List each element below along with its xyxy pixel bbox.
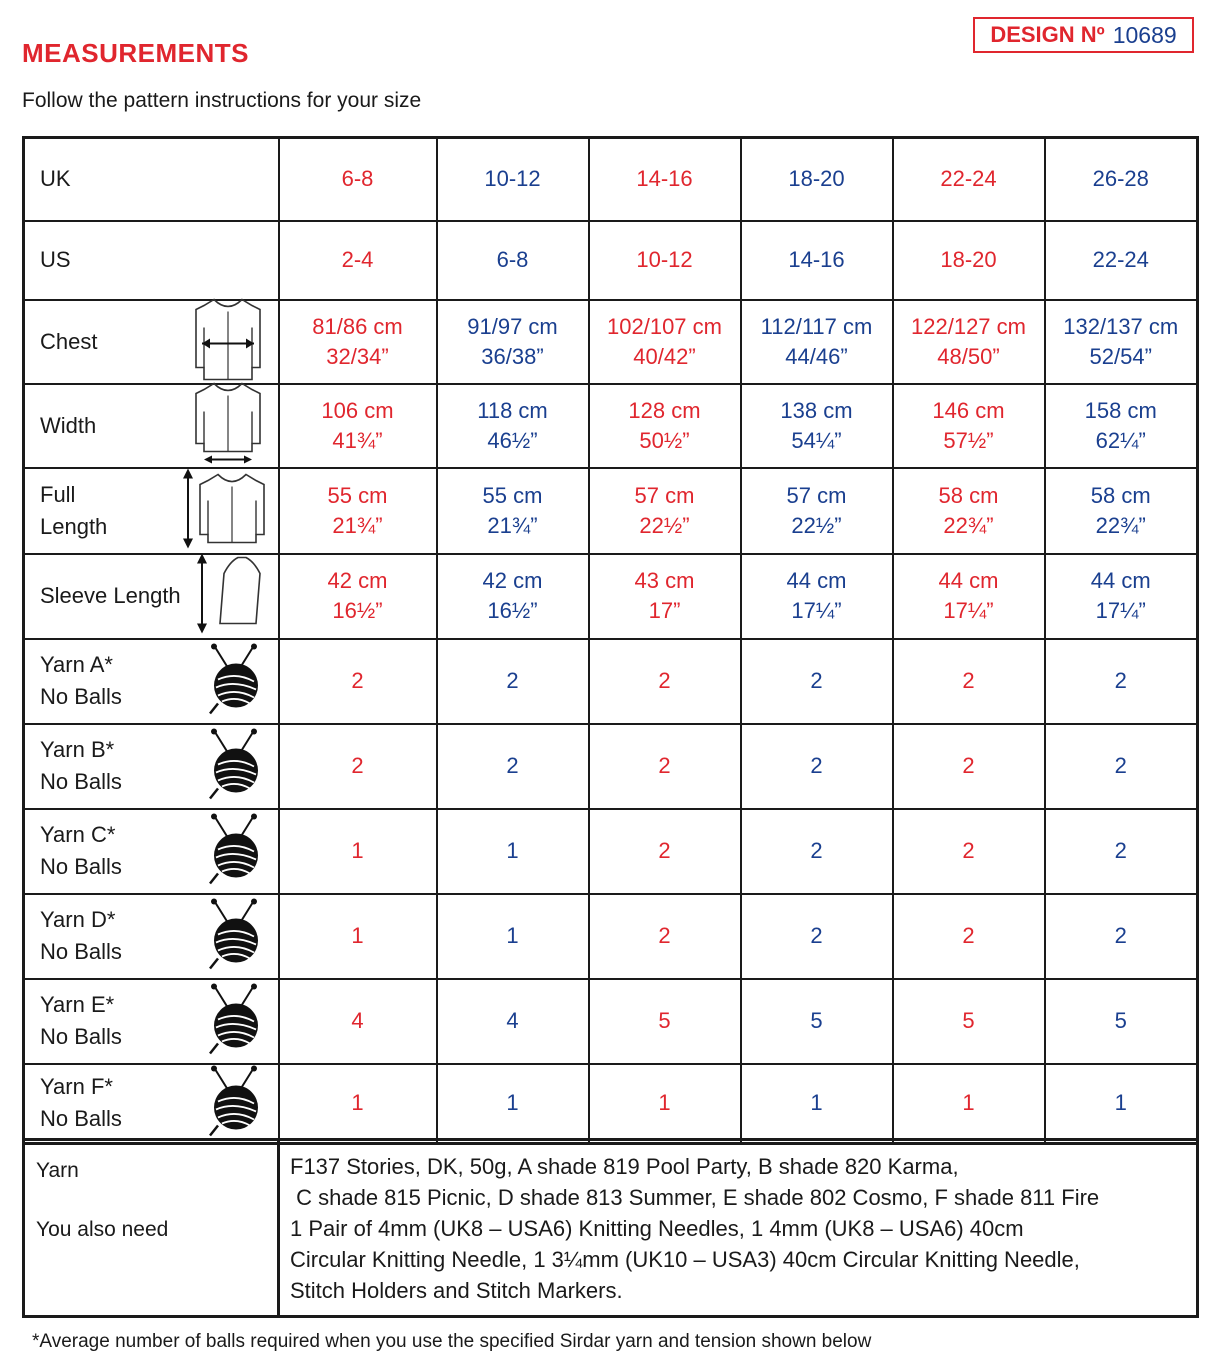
size-value-cell [279,221,437,300]
size-value: 4 [506,1008,519,1033]
size-value-cell [589,221,741,300]
size-value: 118 cm [477,397,548,423]
size-value: 1 [506,838,519,863]
yarn-ball-icon [204,727,264,806]
size-value-inches: 40/42” [633,343,696,369]
size-value-cell [1045,300,1198,384]
size-value-cell [741,468,893,554]
size-value: 2 [351,753,364,778]
size-value: 2 [962,668,975,693]
size-value-cell [1045,1064,1198,1144]
size-value-cell [893,724,1045,809]
size-value-inches: 36/38” [481,343,544,369]
row-label-line: Width [40,412,97,438]
row-label-line: No Balls [40,939,122,964]
subtitle: Follow the pattern instructions for your size [22,89,422,112]
size-value-inches: 21¾” [487,512,538,538]
size-value: 22-24 [1092,247,1149,272]
size-value: 2 [962,923,975,948]
size-value-inches: 52/54” [1089,343,1152,369]
size-value: 1 [810,1090,823,1116]
needs-line-1: 1 Pair of 4mm (UK8 – USA6) Knitting Needles, 1 4mm (UK8 – USA6) 40cm [290,1216,1024,1241]
size-value-cell [589,554,741,639]
yarn-label: Yarn [36,1159,79,1182]
row-label-cell [24,468,279,554]
size-value-cell [741,979,893,1064]
size-value: 2 [810,923,823,948]
yarn-ball-icon [204,812,264,891]
row-label-cell [24,724,279,809]
chest-measure-icon [192,297,264,386]
row-label-cell [24,138,279,221]
table-row [24,809,1198,894]
size-value: 43 cm [634,568,695,593]
size-value-cell [1045,894,1198,979]
size-value: 18-20 [788,166,845,192]
size-value: 42 cm [482,568,543,593]
size-value: 158 cm [1084,397,1157,423]
size-value: 58 cm [1090,482,1151,508]
length-measure-icon [180,466,270,555]
needs-line-3: Stitch Holders and Stitch Markers. [290,1278,623,1303]
size-value: 2 [506,668,519,693]
size-value-cell [741,894,893,979]
table-row [24,1064,1198,1144]
row-label-line: No Balls [40,769,122,794]
row-label [40,1071,122,1135]
size-value-cell [589,894,741,979]
size-value: 2 [658,838,671,863]
row-label-line: Yarn B* [40,737,115,762]
row-label-line: No Balls [40,854,122,879]
size-value-cell [1045,809,1198,894]
size-value: 10-12 [484,166,541,192]
size-value: 2 [658,923,671,948]
size-value-inches: 16½” [332,598,383,623]
size-value: 5 [658,1008,671,1033]
yarn-line-1: F137 Stories, DK, 50g, A shade 819 Pool Party, B shade 820 Karma, [290,1154,959,1179]
size-value-cell [589,979,741,1064]
materials-table [22,1138,1199,1318]
size-value: 102/107 cm [607,313,722,339]
size-value-cell [1045,468,1198,554]
size-value-cell [1045,138,1198,221]
design-number: 10689 [1112,21,1177,48]
size-value-cell [893,138,1045,221]
size-value-cell [741,384,893,468]
size-value-cell [437,384,589,468]
size-value-inches: 16½” [487,598,538,623]
size-value-cell [893,809,1045,894]
row-label-line: Yarn E* [40,992,115,1017]
materials-text-cell [279,1140,1198,1317]
size-value: 14-16 [788,247,845,272]
row-label-line: Full [40,481,76,507]
row-label-cell [24,221,279,300]
size-value-cell [279,468,437,554]
size-value-inches: 22½” [639,512,690,538]
size-value-cell [437,979,589,1064]
size-value-cell [741,138,893,221]
size-value: 44 cm [938,568,999,593]
size-value: 1 [351,838,364,863]
size-value-cell [1045,639,1198,724]
size-value-cell [437,809,589,894]
size-value-cell [893,639,1045,724]
size-value: 10-12 [636,247,693,272]
size-value-inches: 17¼” [943,598,994,623]
size-value: 14-16 [636,166,693,192]
size-value-inches: 32/34” [326,343,389,369]
row-label-cell [24,300,279,384]
size-value: 55 cm [482,482,543,508]
size-value-cell [279,639,437,724]
row-label-cell [24,554,279,639]
row-label [40,734,122,798]
table-row [24,894,1198,979]
size-value: 1 [351,923,364,948]
row-label [40,410,96,442]
size-value-cell [279,1064,437,1144]
size-value: 1 [506,1090,519,1116]
size-value-cell [279,809,437,894]
size-value: 2 [658,668,671,693]
size-value-cell [437,639,589,724]
yarn-ball-icon [204,897,264,976]
size-value-cell [893,300,1045,384]
size-value: 26-28 [1092,166,1149,192]
size-value-cell [589,300,741,384]
materials-label-cell [24,1140,279,1317]
size-value-cell [437,138,589,221]
size-value: 81/86 cm [312,313,403,339]
size-value-cell [741,221,893,300]
size-value-inches: 17¼” [791,598,842,623]
size-value: 1 [351,1090,364,1116]
size-value-inches: 17¼” [1095,598,1146,623]
row-label-cell [24,1064,279,1144]
table-row [24,979,1198,1064]
size-value-inches: 48/50” [937,343,1000,369]
size-value: 1 [1114,1090,1127,1116]
size-value: 106 cm [321,397,394,423]
row-label-cell [24,979,279,1064]
measurements-table [22,136,1199,1145]
size-value-cell [589,1064,741,1144]
row-label-cell [24,809,279,894]
size-value-inches: 41¾” [332,427,383,453]
size-value: 42 cm [327,568,388,593]
size-value: 112/117 cm [760,313,873,339]
row-label [40,244,71,276]
size-value-cell [741,809,893,894]
size-value-cell [741,639,893,724]
size-value-cell [893,554,1045,639]
size-value: 5 [810,1008,823,1033]
size-value-cell [437,724,589,809]
table-row [24,221,1198,300]
size-value-cell [741,300,893,384]
size-value: 6-8 [341,166,374,192]
size-value: 44 cm [786,568,847,593]
size-value: 57 cm [634,482,695,508]
size-value-inches: 54¼” [791,427,842,453]
row-label [40,819,122,883]
size-value: 2 [962,753,975,778]
needs-line-2: Circular Knitting Needle, 1 3¼mm (UK10 – USA3) 40cm Circular Knitting Needle, [290,1247,1080,1272]
row-label [40,163,71,195]
row-label-line: US [40,247,71,272]
size-value-cell [589,639,741,724]
size-value: 58 cm [938,482,999,508]
size-value: 18-20 [940,247,997,272]
row-label-line: Sleeve Length [40,583,181,608]
size-value-inches: 50½” [639,427,690,453]
size-value: 5 [1114,1008,1127,1033]
row-label-line: No Balls [40,1106,122,1132]
size-value-cell [1045,724,1198,809]
size-value: 2 [810,753,823,778]
row-label [40,580,181,612]
size-value-cell [741,554,893,639]
row-label-line: Yarn F* [40,1074,113,1100]
size-value-inches: 22¾” [1095,512,1146,538]
footnote: *Average number of balls required when you use the specified Sirdar yarn and tension shown below [32,1331,872,1352]
size-value: 2 [506,753,519,778]
table-row [24,724,1198,809]
size-value-inches: 17” [648,598,681,623]
size-value-cell [589,468,741,554]
size-value: 57 cm [786,482,847,508]
size-value-inches: 57½” [943,427,994,453]
size-value-cell [437,1064,589,1144]
size-value: 2 [1114,668,1127,693]
row-label-line: Yarn A* [40,652,113,677]
row-label [40,989,122,1053]
size-value: 2 [658,753,671,778]
yarn-ball-icon [204,1064,264,1143]
size-value: 1 [962,1090,975,1116]
size-value-cell [589,809,741,894]
size-value: 91/97 cm [467,313,558,339]
design-label: DESIGN Nº [990,22,1105,47]
size-value: 146 cm [932,397,1005,423]
page-title: MEASUREMENTS [22,38,250,68]
table-row [24,639,1198,724]
table-row [24,384,1198,468]
size-value-cell [1045,979,1198,1064]
size-value: 44 cm [1090,568,1151,593]
size-value-inches: 21¾” [332,512,383,538]
size-value-cell [279,138,437,221]
row-label-line: Yarn C* [40,822,116,847]
row-label [40,649,122,713]
size-value-cell [589,724,741,809]
size-value-cell [1045,384,1198,468]
size-value-cell [741,724,893,809]
size-value-cell [279,384,437,468]
row-label [40,326,97,358]
size-value-cell [589,138,741,221]
row-label-line: No Balls [40,1024,122,1049]
size-value-cell [279,979,437,1064]
size-value-inches: 62¼” [1095,427,1146,453]
row-label-cell [24,894,279,979]
row-label-line: No Balls [40,684,122,709]
size-value-cell [437,221,589,300]
size-value-cell [741,1064,893,1144]
size-value: 1 [506,923,519,948]
size-value: 1 [658,1090,671,1116]
size-value: 2-4 [341,247,374,272]
size-value-inches: 46½” [487,427,538,453]
size-value-cell [437,300,589,384]
yarn-ball-icon [204,982,264,1061]
row-label-cell [24,639,279,724]
table-row [24,138,1198,221]
size-value-inches: 44/46” [785,343,848,369]
table-row [24,300,1198,384]
size-value: 2 [810,668,823,693]
size-value-cell [893,384,1045,468]
size-value: 2 [810,838,823,863]
size-value: 138 cm [780,397,853,423]
size-value: 132/137 cm [1063,313,1179,339]
size-value-cell [437,554,589,639]
row-label-line: Length [40,513,108,539]
size-value-cell [437,894,589,979]
size-value: 2 [1114,753,1127,778]
size-value: 55 cm [327,482,388,508]
row-label-cell [24,384,279,468]
size-value: 2 [1114,838,1127,863]
size-value: 2 [351,668,364,693]
size-value: 2 [1114,923,1127,948]
sleeve-measure-icon [192,552,264,641]
size-value-inches: 22¾” [943,512,994,538]
size-value-cell [279,894,437,979]
row-label-line: UK [40,166,71,192]
row-label [40,479,107,543]
size-value: 22-24 [940,166,997,192]
size-value-cell [279,724,437,809]
size-value-cell [893,979,1045,1064]
size-value: 5 [962,1008,975,1033]
size-value-cell [893,894,1045,979]
width-measure-icon [192,381,264,470]
row-label-line: Yarn D* [40,907,116,932]
size-value-cell [893,1064,1045,1144]
size-value: 122/127 cm [911,313,1026,339]
you-also-need-label: You also need [36,1218,169,1241]
size-value: 4 [351,1008,364,1033]
size-value-cell [893,468,1045,554]
size-value-cell [893,221,1045,300]
size-value-cell [1045,221,1198,300]
row-label [40,904,122,968]
row-label-line: Chest [40,328,98,354]
size-value-cell [437,468,589,554]
size-value-cell [279,300,437,384]
size-value-cell [589,384,741,468]
table-row [24,468,1198,554]
size-value: 6-8 [496,247,529,272]
design-number-badge [973,17,1194,53]
table-row [24,554,1198,639]
size-value: 128 cm [628,397,701,423]
yarn-ball-icon [204,642,264,721]
size-value-cell [1045,554,1198,639]
size-value: 2 [962,838,975,863]
size-value-inches: 22½” [791,512,842,538]
yarn-line-2: C shade 815 Picnic, D shade 813 Summer, E shade 802 Cosmo, F shade 811 Fire [290,1185,1100,1210]
size-value-cell [279,554,437,639]
